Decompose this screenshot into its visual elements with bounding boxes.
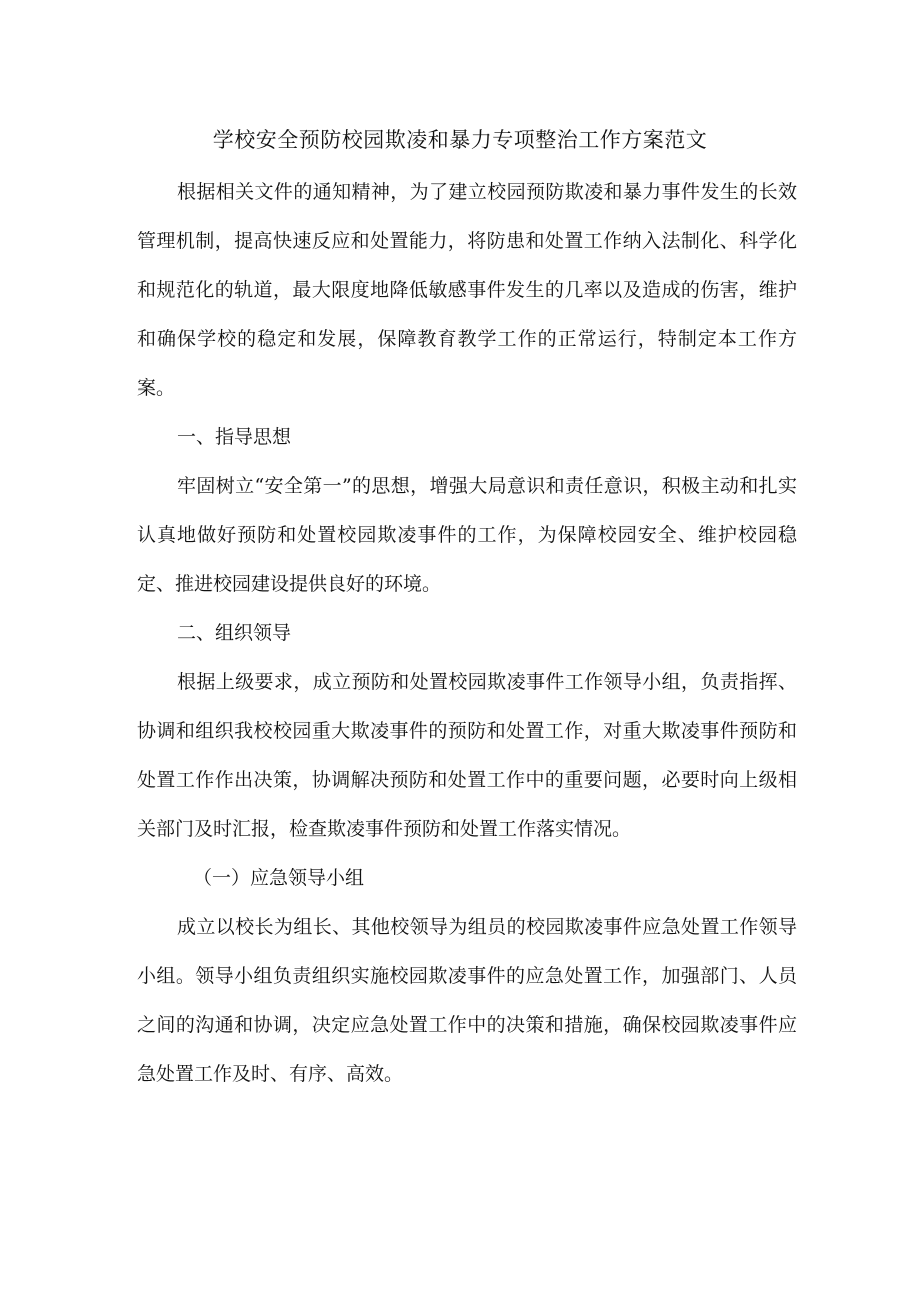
document-title: 学校安全预防校园欺凌和暴力专项整治工作方案范文 bbox=[212, 128, 708, 152]
section-paragraph-organization: 根据上级要求，成立预防和处置校园欺凌事件工作领导小组，负责指挥、协调和组织我校校园重大欺凌事件的预防和处置工作，对重大欺凌事件预防和处置工作作出决策，协调解决预防和处置工作中的重要问题，必要时向上级相关部门及时汇报，检查欺凌事件预防和处置工作落实情况。 bbox=[137, 671, 797, 840]
subsection-heading-emergency-group: （一）应急领导小组 bbox=[193, 867, 365, 889]
section-heading-organization: 二、组织领导 bbox=[177, 622, 292, 644]
document-body bbox=[137, 168, 797, 1099]
subsection-paragraph-emergency-group: 成立以校长为组长、其他校领导为组员的校园欺凌事件应急处置工作领导小组。领导小组负责组织实施校园欺凌事件的应急处置工作，加强部门、人员之间的沟通和协调，决定应急处置工作中的决策和措施，确保校园欺凌事件应急处置工作及时、有序、高效。 bbox=[137, 916, 797, 1085]
intro-paragraph: 根据相关文件的通知精神，为了建立校园预防欺凌和暴力事件发生的长效管理机制，提高快速反应和处置能力，将防患和处置工作纳入法制化、科学化和规范化的轨道，最大限度地降低敏感事件发生的几率以及造成的伤害，维护和确保学校的稳定和发展，保障教育教学工作的正常运行，特制定本工作方案。 bbox=[137, 181, 797, 399]
section-heading-guiding-thought: 一、指导思想 bbox=[177, 426, 292, 448]
section-paragraph-guiding-thought: 牢固树立“安全第一”的思想，增强大局意识和责任意识，积极主动和扎实认真地做好预防和处置校园欺凌事件的工作，为保障校园安全、维护校园稳定、推进校园建设提供良好的环境。 bbox=[137, 475, 797, 595]
